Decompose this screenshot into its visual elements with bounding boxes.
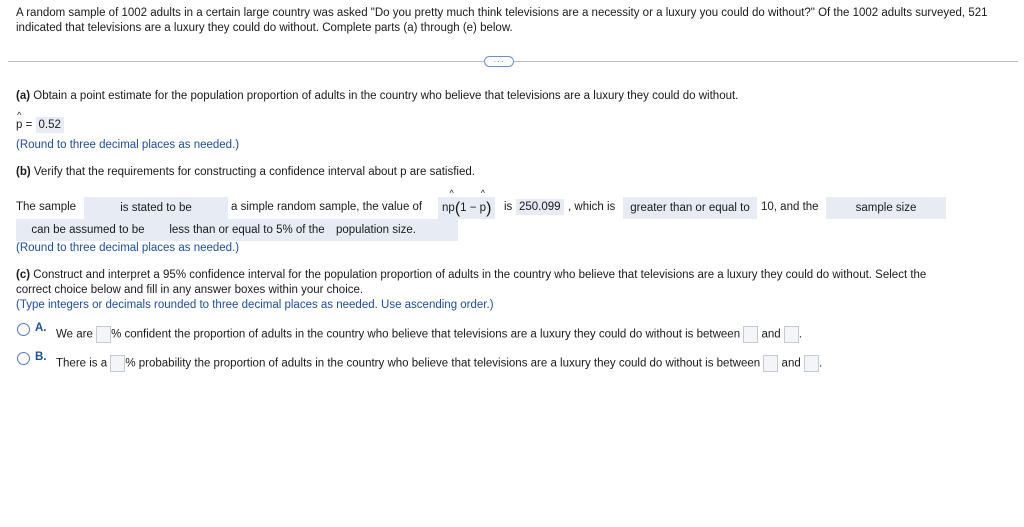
- n-symbol: n: [442, 202, 449, 214]
- choice-b-radio[interactable]: [17, 352, 30, 365]
- expand-more-button[interactable]: ···: [484, 56, 514, 67]
- srs-text: a simple random sample, the value of: [231, 201, 423, 213]
- part-c-hint: (Type integers or decimals rounded to three decimal places as needed. Use ascending order.): [16, 299, 494, 311]
- choice-b-letter: B.: [35, 351, 47, 363]
- choice-a-prefix: We are: [56, 328, 93, 341]
- population-comparison-dropdown[interactable]: less than or equal to 5% of the: [160, 219, 334, 241]
- part-a-label: (a): [16, 90, 31, 102]
- choice-a-and: and: [761, 328, 781, 341]
- part-a-question-text: Obtain a point estimate for the population proportion of adults in the country who believe that televisions are a luxury they could do without.: [33, 90, 739, 102]
- part-a-hint: (Round to three decimal places as needed.): [16, 139, 240, 151]
- point-estimate-answer[interactable]: 0.52: [36, 117, 64, 133]
- the-sample-text: The sample: [16, 201, 77, 213]
- choice-b-lower-bound-input[interactable]: [763, 355, 778, 372]
- np-one-minus-p-expression: [438, 197, 495, 219]
- choice-b-upper-bound-input[interactable]: [804, 355, 819, 372]
- part-c-question-line2: correct choice below and fill in any answer boxes within your choice.: [16, 284, 364, 296]
- part-a-question: [16, 90, 738, 102]
- p-hat-symbol: ^ p: [448, 197, 454, 219]
- comparison-dropdown[interactable]: greater than or equal to: [623, 197, 757, 219]
- close-paren: ): [486, 200, 492, 217]
- p-hat-symbol: ^ p: [480, 197, 486, 219]
- which-is-text: , which is: [568, 201, 616, 213]
- is-text: is: [504, 201, 513, 213]
- part-c-label: (c): [16, 269, 31, 281]
- choice-b-text: [56, 355, 822, 372]
- assumption-dropdown[interactable]: can be assumed to be: [16, 219, 160, 241]
- choice-b-probability-input[interactable]: [110, 355, 125, 372]
- one-minus-text: 1 −: [460, 202, 477, 214]
- equals-sign: =: [25, 119, 33, 131]
- npq-value-answer[interactable]: 250.099: [516, 199, 564, 215]
- choice-b-middle: % probability the proportion of adults in the country who believe that televisions are a luxury they could do without is between: [125, 357, 761, 370]
- part-b-hint: (Round to three decimal places as needed.): [16, 242, 240, 254]
- choice-a-middle: % confident the proportion of adults in the country who believe that televisions are a luxury they could do without is between: [111, 328, 741, 341]
- choice-a-confidence-input[interactable]: [96, 326, 111, 343]
- open-paren: (: [454, 200, 461, 217]
- choice-a-text: [56, 326, 802, 343]
- part-a-answer-row: [16, 119, 64, 131]
- sample-size-dropdown[interactable]: sample size: [826, 197, 946, 219]
- choice-a-upper-bound-input[interactable]: [784, 326, 799, 343]
- choice-b-and: and: [781, 357, 801, 370]
- ten-and-the-text: 10, and the: [761, 201, 819, 213]
- choice-a-period: .: [798, 328, 803, 341]
- p-hat-symbol: ^ p: [16, 119, 22, 131]
- part-c-question-text: Construct and interpret a 95% confidence interval for the population proportion of adults in the country who believe that televisions are a luxury they could do without. Select the: [33, 269, 927, 281]
- part-b-question: [16, 166, 475, 178]
- part-b-question-text: Verify that the requirements for constructing a confidence interval about p are satisfied.: [33, 166, 475, 178]
- choice-a-lower-bound-input[interactable]: [743, 326, 758, 343]
- sample-type-dropdown[interactable]: is stated to be: [84, 197, 228, 219]
- part-b-label: (b): [16, 166, 31, 178]
- population-size-dropdown[interactable]: population size.: [334, 219, 458, 241]
- choice-b-period: .: [818, 357, 823, 370]
- part-c-question: [16, 269, 926, 281]
- choice-a-letter: A.: [35, 322, 47, 334]
- problem-statement: A random sample of 1002 adults in a certain large country was asked "Do you pretty much think televisions are a necessity or a luxury you could do without?" Of the 1002 adults surveyed, 521 indicated that televisions are a luxury they could do without. Complete parts (a) through (e) below.: [16, 7, 988, 34]
- choice-a-radio[interactable]: [17, 323, 30, 336]
- choice-b-prefix: There is a: [56, 357, 108, 370]
